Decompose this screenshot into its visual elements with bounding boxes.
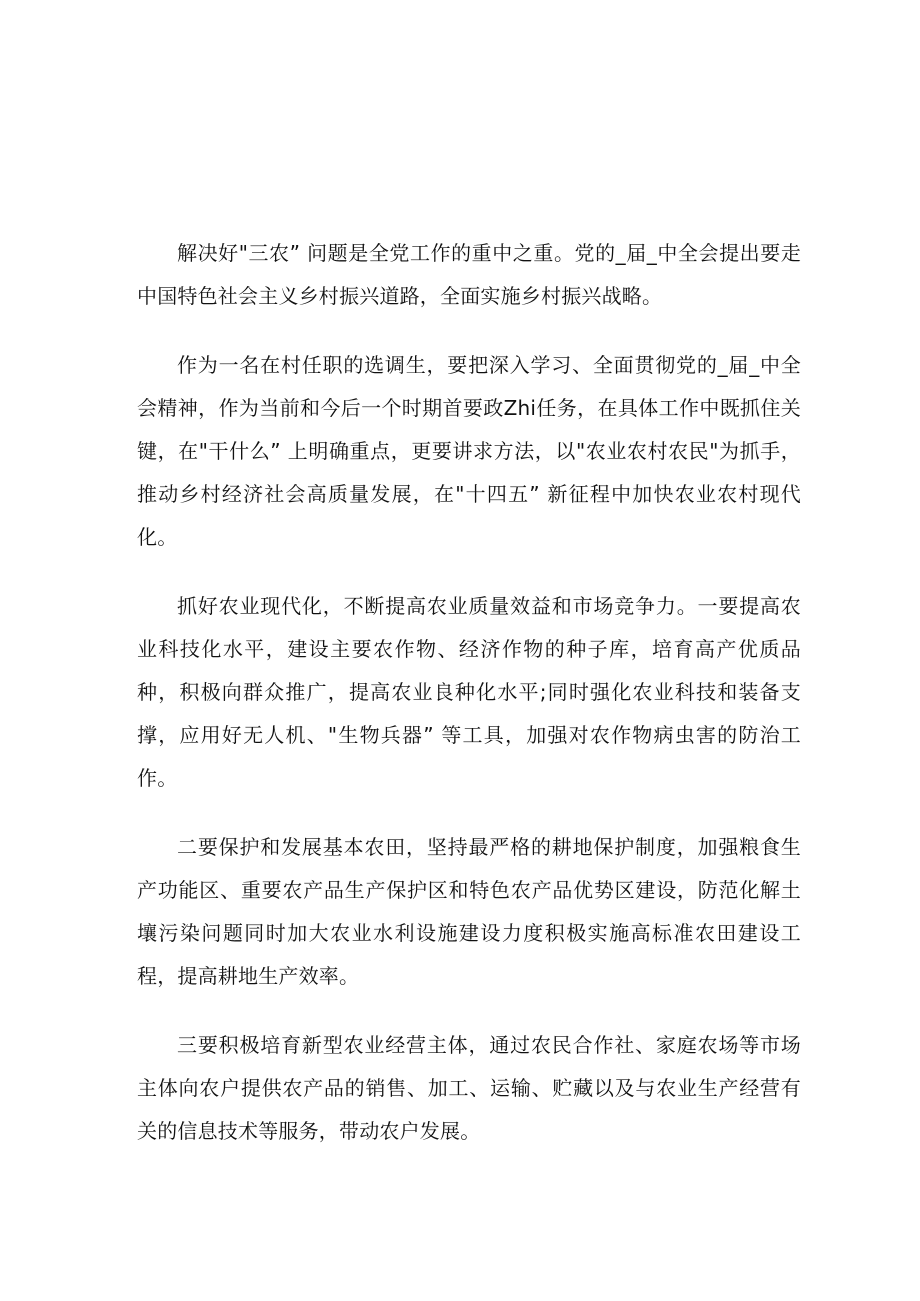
document-body — [137, 232, 801, 1179]
paragraph-4: 二要保护和发展基本农田，坚持最严格的耕地保护制度，加强粮食生产功能区、重要农产品生产保护区和特色农产品优势区建设，防范化解土壤污染问题同时加大农业水利设施建设力度积极实施高标准农田建设工程，提高耕地生产效率。 — [137, 835, 801, 988]
paragraph-5: 三要积极培育新型农业经营主体，通过农民合作社、家庭农场等市场主体向农户提供农产品的销售、加工、运输、贮藏以及与农业生产经营有关的信息技术等服务，带动农户发展。 — [137, 1033, 801, 1143]
paragraph-1: 解决好"三农” 问题是全党工作的重中之重。党的_届_中全会提出要走中国特色社会主义乡村振兴道路，全面实施乡村振兴战略。 — [137, 241, 801, 308]
paragraph-2: 作为一名在村任职的选调生，要把深入学习、全面贯彻党的_届_中全会精神，作为当前和今后一个时期首要政Zhi任务，在具体工作中既抓住关键，在"干什么” 上明确重点，更要讲求方法，以"农业农村农民"为抓手，推动乡村经济社会高质量发展，在"十四五” 新征程中加快农业农村现代化。 — [137, 353, 801, 549]
paragraph-3: 抓好农业现代化，不断提高农业质量效益和市场竞争力。一要提高农业科技化水平，建设主要农作物、经济作物的种子库，培育高产优质品种，积极向群众推广，提高农业良种化水平;同时强化农业科技和装备支撑，应用好无人机、"生物兵器” 等工具，加强对农作物病虫害的防治工作。 — [137, 594, 801, 790]
